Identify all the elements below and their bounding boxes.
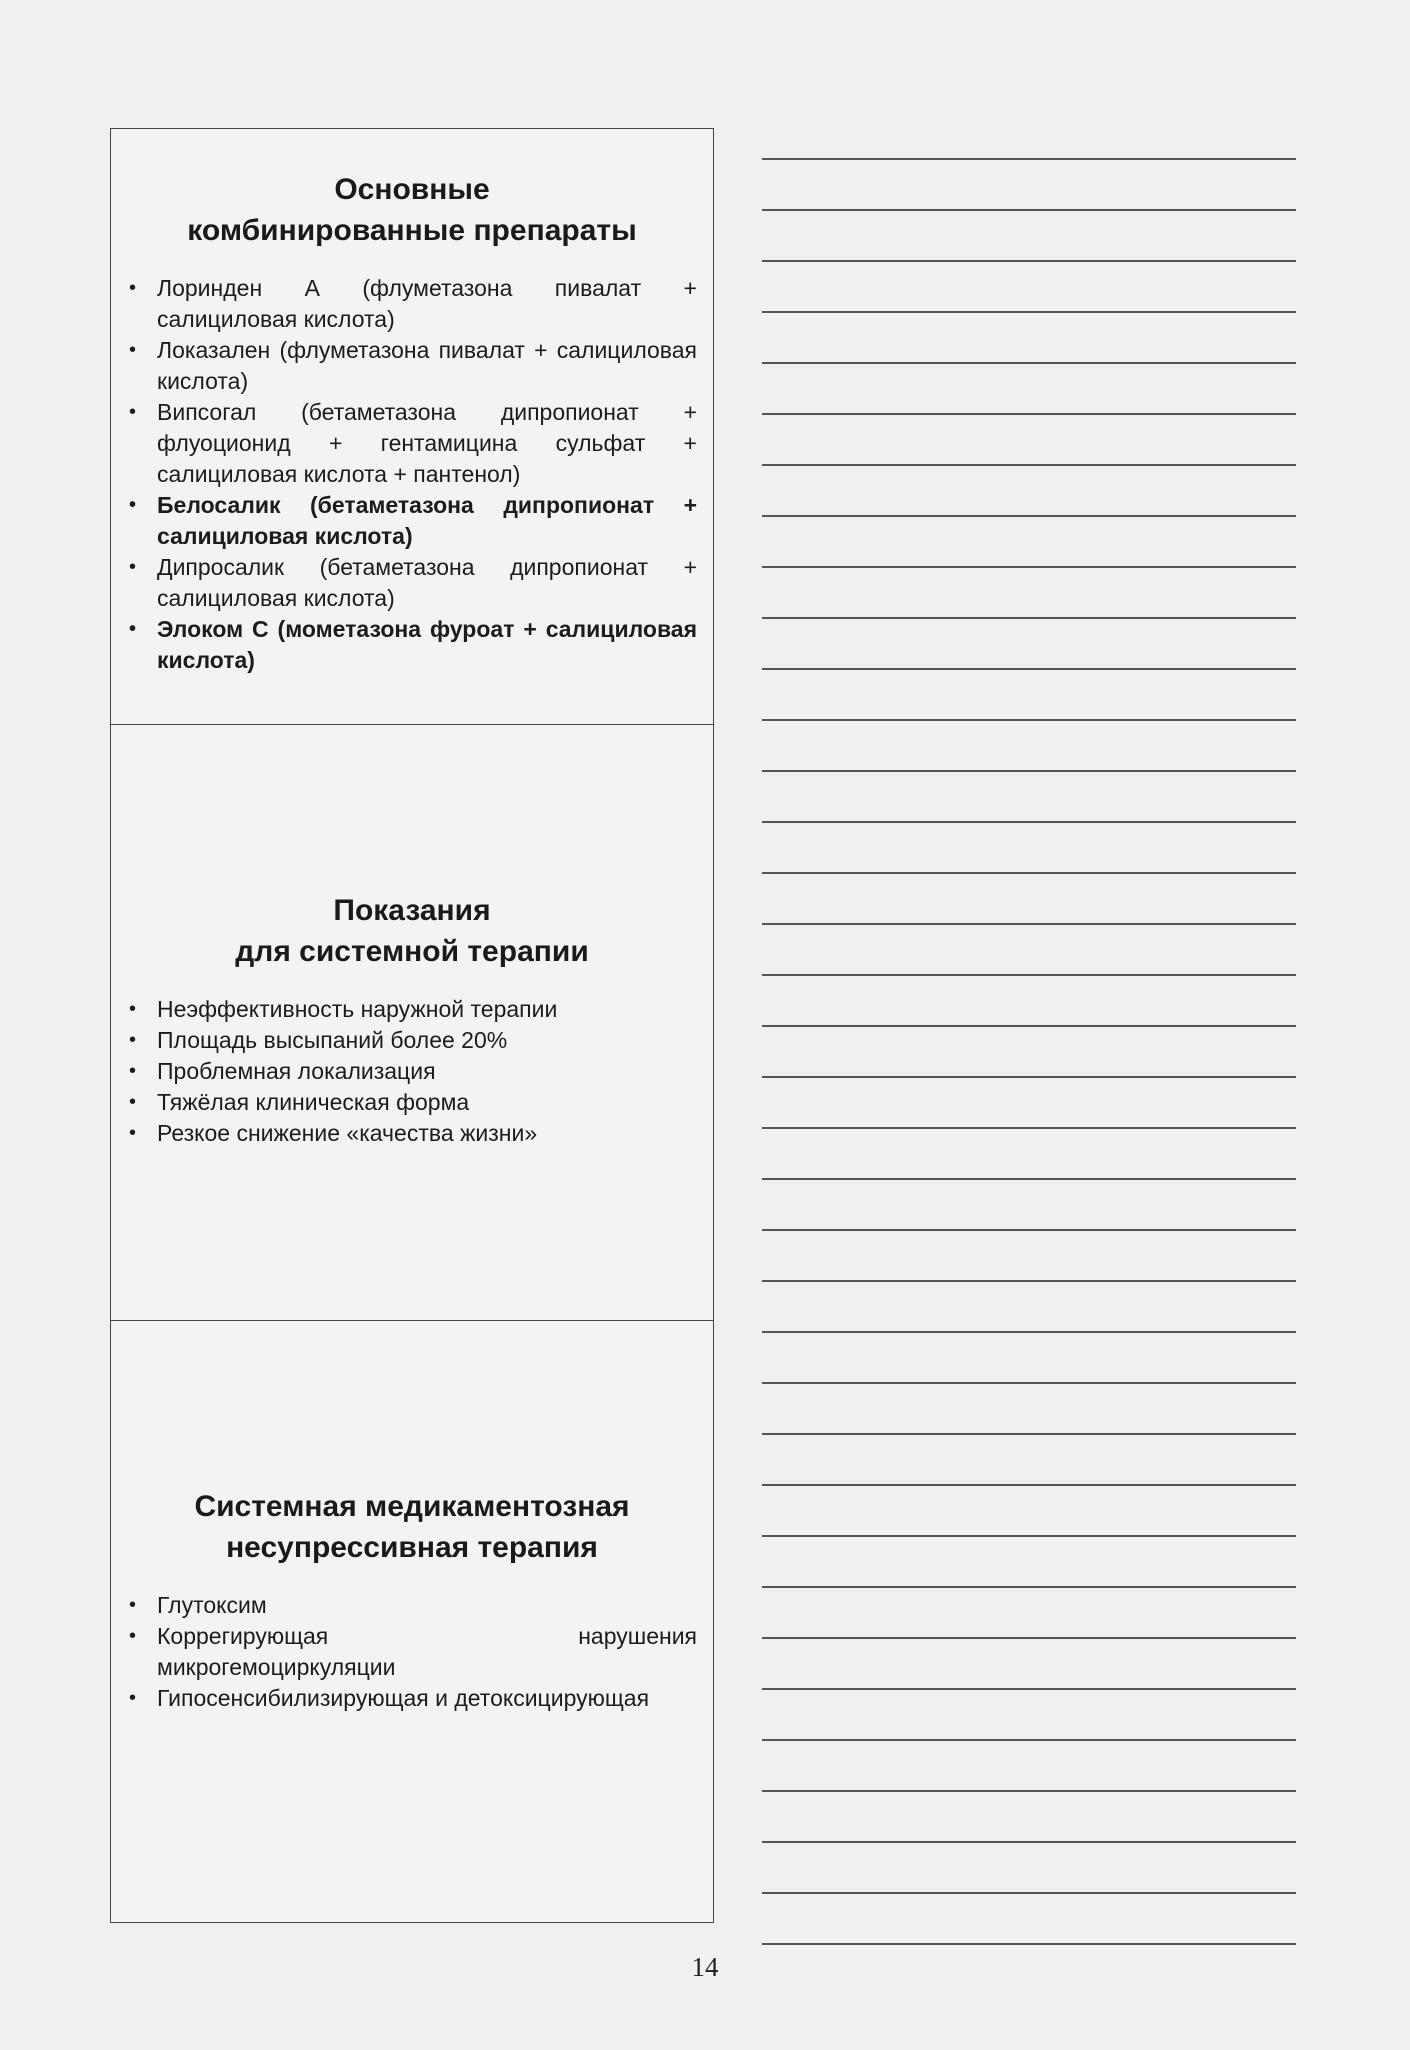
note-line: [762, 719, 1296, 721]
list-item: • Площадь высыпаний более 20%: [127, 1025, 697, 1056]
note-line: [762, 1586, 1296, 1588]
note-line: [762, 209, 1296, 211]
bullet-list: [127, 994, 697, 1149]
note-line: [762, 974, 1296, 976]
note-line: [762, 668, 1296, 670]
note-line: [762, 821, 1296, 823]
note-line: [762, 1280, 1296, 1282]
note-line: [762, 464, 1296, 466]
list-item: • Белосалик (бетаметазона дипропионат + салициловая кислота): [127, 490, 697, 552]
list-item: • Дипросалик (бетаметазона дипропионат + салициловая кислота): [127, 552, 697, 614]
list-item: • Проблемная локализация: [127, 1056, 697, 1087]
slide-title-line: Показания: [333, 894, 491, 927]
note-line: [762, 1178, 1296, 1180]
note-line: [762, 260, 1296, 262]
note-line: [762, 1790, 1296, 1792]
note-line: [762, 1943, 1296, 1945]
note-line: [762, 362, 1296, 364]
note-line: [762, 1025, 1296, 1027]
list-item: • Глутоксим: [127, 1590, 697, 1621]
slide-title-line: для системной терапии: [235, 935, 589, 968]
note-line: [762, 413, 1296, 415]
note-line: [762, 1739, 1296, 1741]
note-line: [762, 617, 1296, 619]
note-line: [762, 1331, 1296, 1333]
note-line: [762, 1637, 1296, 1639]
slide-title-line: Основные: [334, 173, 490, 206]
note-line: [762, 1535, 1296, 1537]
list-item: • Коррегирующая нарушения микрогемоциркуляции: [127, 1621, 697, 1683]
note-line: [762, 311, 1296, 313]
note-line: [762, 1127, 1296, 1129]
note-line: [762, 872, 1296, 874]
list-item: • Неэффективность наружной терапии: [127, 994, 697, 1025]
list-item: • Резкое снижение «качества жизни»: [127, 1118, 697, 1149]
slides-column: [110, 128, 714, 1923]
slide-title-line: несупрессивная терапия: [226, 1531, 598, 1564]
page-number: 14: [691, 1952, 719, 1982]
note-line: [762, 770, 1296, 772]
note-line: [762, 1382, 1296, 1384]
note-line: [762, 1229, 1296, 1231]
slide-combined-drugs: [111, 129, 713, 724]
note-line: [762, 1484, 1296, 1486]
slide-systemic-indications: [111, 724, 713, 1320]
notes-lines: [762, 158, 1296, 1994]
note-line: [762, 923, 1296, 925]
list-item: • Лоринден А (флуметазона пивалат + салициловая кислота): [127, 273, 697, 335]
note-line: [762, 1688, 1296, 1690]
note-line: [762, 158, 1296, 160]
slide-title-line: Системная медикаментозная: [194, 1490, 630, 1523]
bullet-list: [127, 273, 697, 676]
note-line: [762, 1433, 1296, 1435]
slide-title: [127, 1486, 697, 1568]
slide-title-line: комбинированные препараты: [187, 214, 637, 247]
note-line: [762, 1892, 1296, 1894]
list-item: • Локазален (флуметазона пивалат + салициловая кислота): [127, 335, 697, 397]
slide-title: [127, 890, 697, 972]
list-item: • Гипосенсибилизирующая и детоксицирующая: [127, 1683, 697, 1714]
slide-non-suppressive-therapy: [111, 1320, 713, 1924]
note-line: [762, 1841, 1296, 1843]
note-line: [762, 566, 1296, 568]
list-item: • Элоком С (мометазона фуроат + салициловая кислота): [127, 614, 697, 676]
note-line: [762, 515, 1296, 517]
list-item: • Випсогал (бетаметазона дипропионат + флуоционид + гентамицина сульфат + салициловая кислота + пантенол): [127, 397, 697, 490]
note-line: [762, 1076, 1296, 1078]
slide-title: [127, 169, 697, 251]
list-item: • Тяжёлая клиническая форма: [127, 1087, 697, 1118]
bullet-list: [127, 1590, 697, 1714]
